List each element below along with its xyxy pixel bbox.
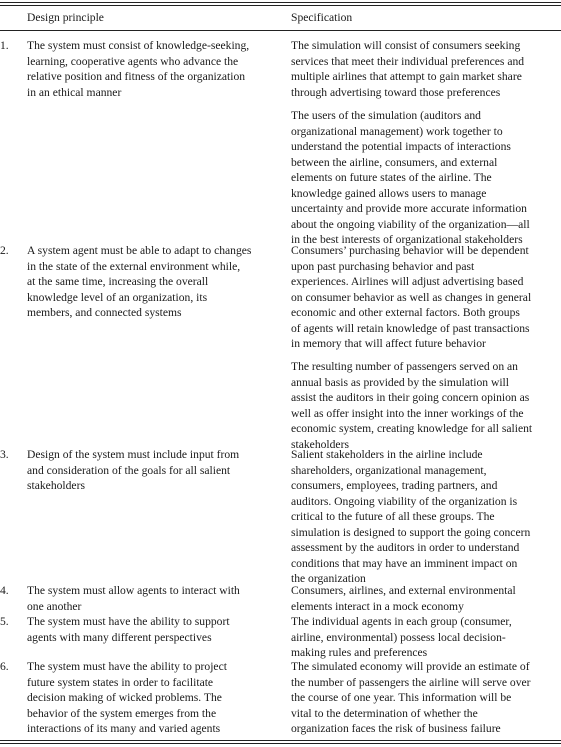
header-rule [0,30,561,31]
specification-text: The simulation will consist of consumers seeking services that meet their individual preferences and multiple airlines that attempt to gain market share through advertising toward those preferences [291,39,525,99]
table-top-rule-inner [0,5,561,6]
row-number: 1. [0,39,9,52]
specification-text-continued: The users of the simulation (auditors and organizational management) work together to understand the potential impacts of interactions between the airline, consumers, and external elements on future states of the airline. The knowledge gained allows users to manage uncertainty and provide more accurate information about the ongoing viability of the organization—all in the best interests of organizational stakeholders [291,109,530,246]
row-number: 5. [0,615,9,628]
specification-text-continued: The resulting number of passengers served on an annual basis as provided by the simulation will assist the auditors in their going concern opinion as well as offer insight into the inner workings of the economic system, creating knowledge for all salient stakeholders [291,360,533,451]
design-principle-text: The system must consist of knowledge-seeking, learning, cooperative agents who advance the relative position and fitness of the organization in an ethical manner [27,39,250,99]
table-top-rule [0,2,561,3]
row-number: 3. [0,448,9,461]
specification-text: Consumers, airlines, and external environmental elements interact in a mock economy [291,584,516,613]
design-principle-text: Design of the system must include input from and consideration of the goals for all salient stakeholders [27,448,240,492]
table-bottom-rule [0,740,561,741]
design-principle-text: The system must have the ability to project future system states in order to facilitate decision making of wicked problems. The behavior of the system emerges from the interactions of its many and varied agents [27,660,227,735]
column-header-design-principle: Design principle [27,11,104,24]
column-header-specification: Specification [291,11,353,24]
specification-text: The individual agents in each group (consumer, airline, environmental) possess local decision- making rules and preferences [291,615,512,659]
specification-text: Salient stakeholders in the airline include shareholders, organizational management, consumers, employees, trading partners, and auditors. Ongoing viability of the organization is critical to the future of all these groups. The simulation is designed to support the going concern assessment by the auditors in order to understand conditions that may have an imminent impact on the organization [291,448,531,585]
row-number: 2. [0,244,9,257]
design-principle-text: The system must allow agents to interact with one another [27,584,240,613]
row-number: 6. [0,660,9,673]
design-principle-text: A system agent must be able to adapt to changes in the state of the external environment while, at the same time, increasing the overall knowledge level of an organization, its members, and connected systems [27,244,252,319]
design-principle-text: The system must have the ability to support agents with many different perspectives [27,615,230,644]
table-bottom-rule-inner [0,743,561,744]
specification-text: The simulated economy will provide an estimate of the number of passengers the airline will serve over the course of one year. This information will be vital to the determination of whether the organization faces the risk of business failure [291,660,531,735]
row-number: 4. [0,584,9,597]
specification-text: Consumers’ purchasing behavior will be dependent upon past purchasing behavior and past experiences. Airlines will adjust advertising based on consumer behavior as well as changes in general economic and other external factors. Both groups of agents will retain knowledge of past transactions in memory that will affect future behavior [291,244,532,350]
